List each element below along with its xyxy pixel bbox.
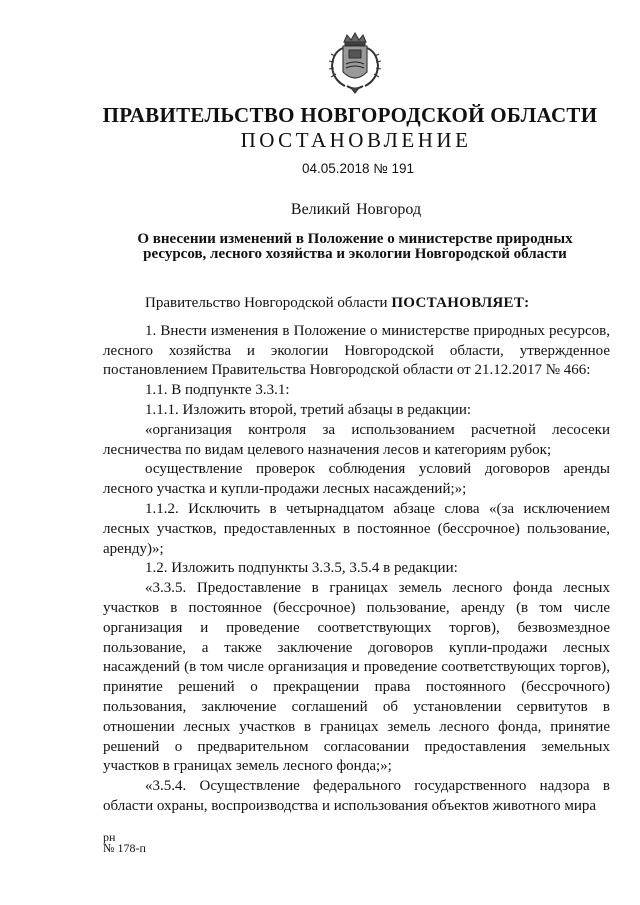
intro-paragraph [103,294,610,314]
body-paragraph: 1.1.2. Исключить в четырнадцатом абзаце слова «(за исключением лесных участков, предоставленных в постоянное (бессрочное) пользование, аренду)»; [103,500,610,557]
body-paragraph: «3.5.4. Осуществление федерального государственного надзора в области охраны, воспроизводства и использования объектов животного мира [103,778,610,814]
body-paragraph: 1. Внести изменения в Положение о министерстве природных ресурсов, лесного хозяйства и экологии Новгородской области, утвержденное постановлением Правительства Новгородской области от 21.12.2017 № 466: [103,322,610,379]
subject-line-1: О внесении изменений в Положение о министерстве природных [137,231,573,247]
body-paragraph: «3.3.5. Предоставление в границах земель лесного фонда лесных участков в постоянное (бессрочное) пользование, аренду (в том числе организация и проведение соответствующих торгов), безвозмездное пользование, а также заключение договоров купли-продажи лесных насаждений (в том числе организация и проведение соответствующих торгов), принятие решений о прекращении права постоянного (бессрочного) пользования, заключение соглашений об установлении сервитутов в отношении лесных участков в границах земель лесного фонда, принятие решений о предварительном согласовании предоставления земельных участков в границах земель лесного фонда;»; [103,580,610,775]
body-paragraph: «организация контроля за использованием расчетной лесосеки лесничества по видам целевого назначения лесов и категориям рубок; [103,421,610,458]
coat-of-arms-icon [327,30,383,94]
intro-text: Правительство Новгородской области [145,295,388,311]
intro-keyword: ПОСТАНОВЛЯЕТ: [391,295,530,311]
government-title: ПРАВИТЕЛЬСТВО НОВГОРОДСКОЙ ОБЛАСТИ [102,103,598,127]
footer-reference [103,832,146,854]
subject-line-2: ресурсов, лесного хозяйства и экологии Новгородской области [143,246,567,262]
body-paragraph: осуществление проверок соблюдения условий договоров аренды лесного участка и купли-продажи лесных насаждений;»; [103,461,610,498]
footer-code: № 178-п [103,841,146,855]
body-paragraph: 1.1. В подпункте 3.3.1: [145,382,290,399]
document-city: Великий Новгород [290,201,422,218]
body-paragraph: 1.1.1. Изложить второй, третий абзацы в редакции: [145,401,472,418]
document-type: ПОСТАНОВЛЕНИЕ [240,128,472,152]
document-subject [0,232,640,262]
document-body [103,294,610,817]
body-paragraph: 1.2. Изложить подпункты 3.3.5, 3.5.4 в редакции: [145,560,458,577]
document-date-number: 04.05.2018 № 191 [301,161,415,176]
footer-initials: рн [103,830,116,844]
